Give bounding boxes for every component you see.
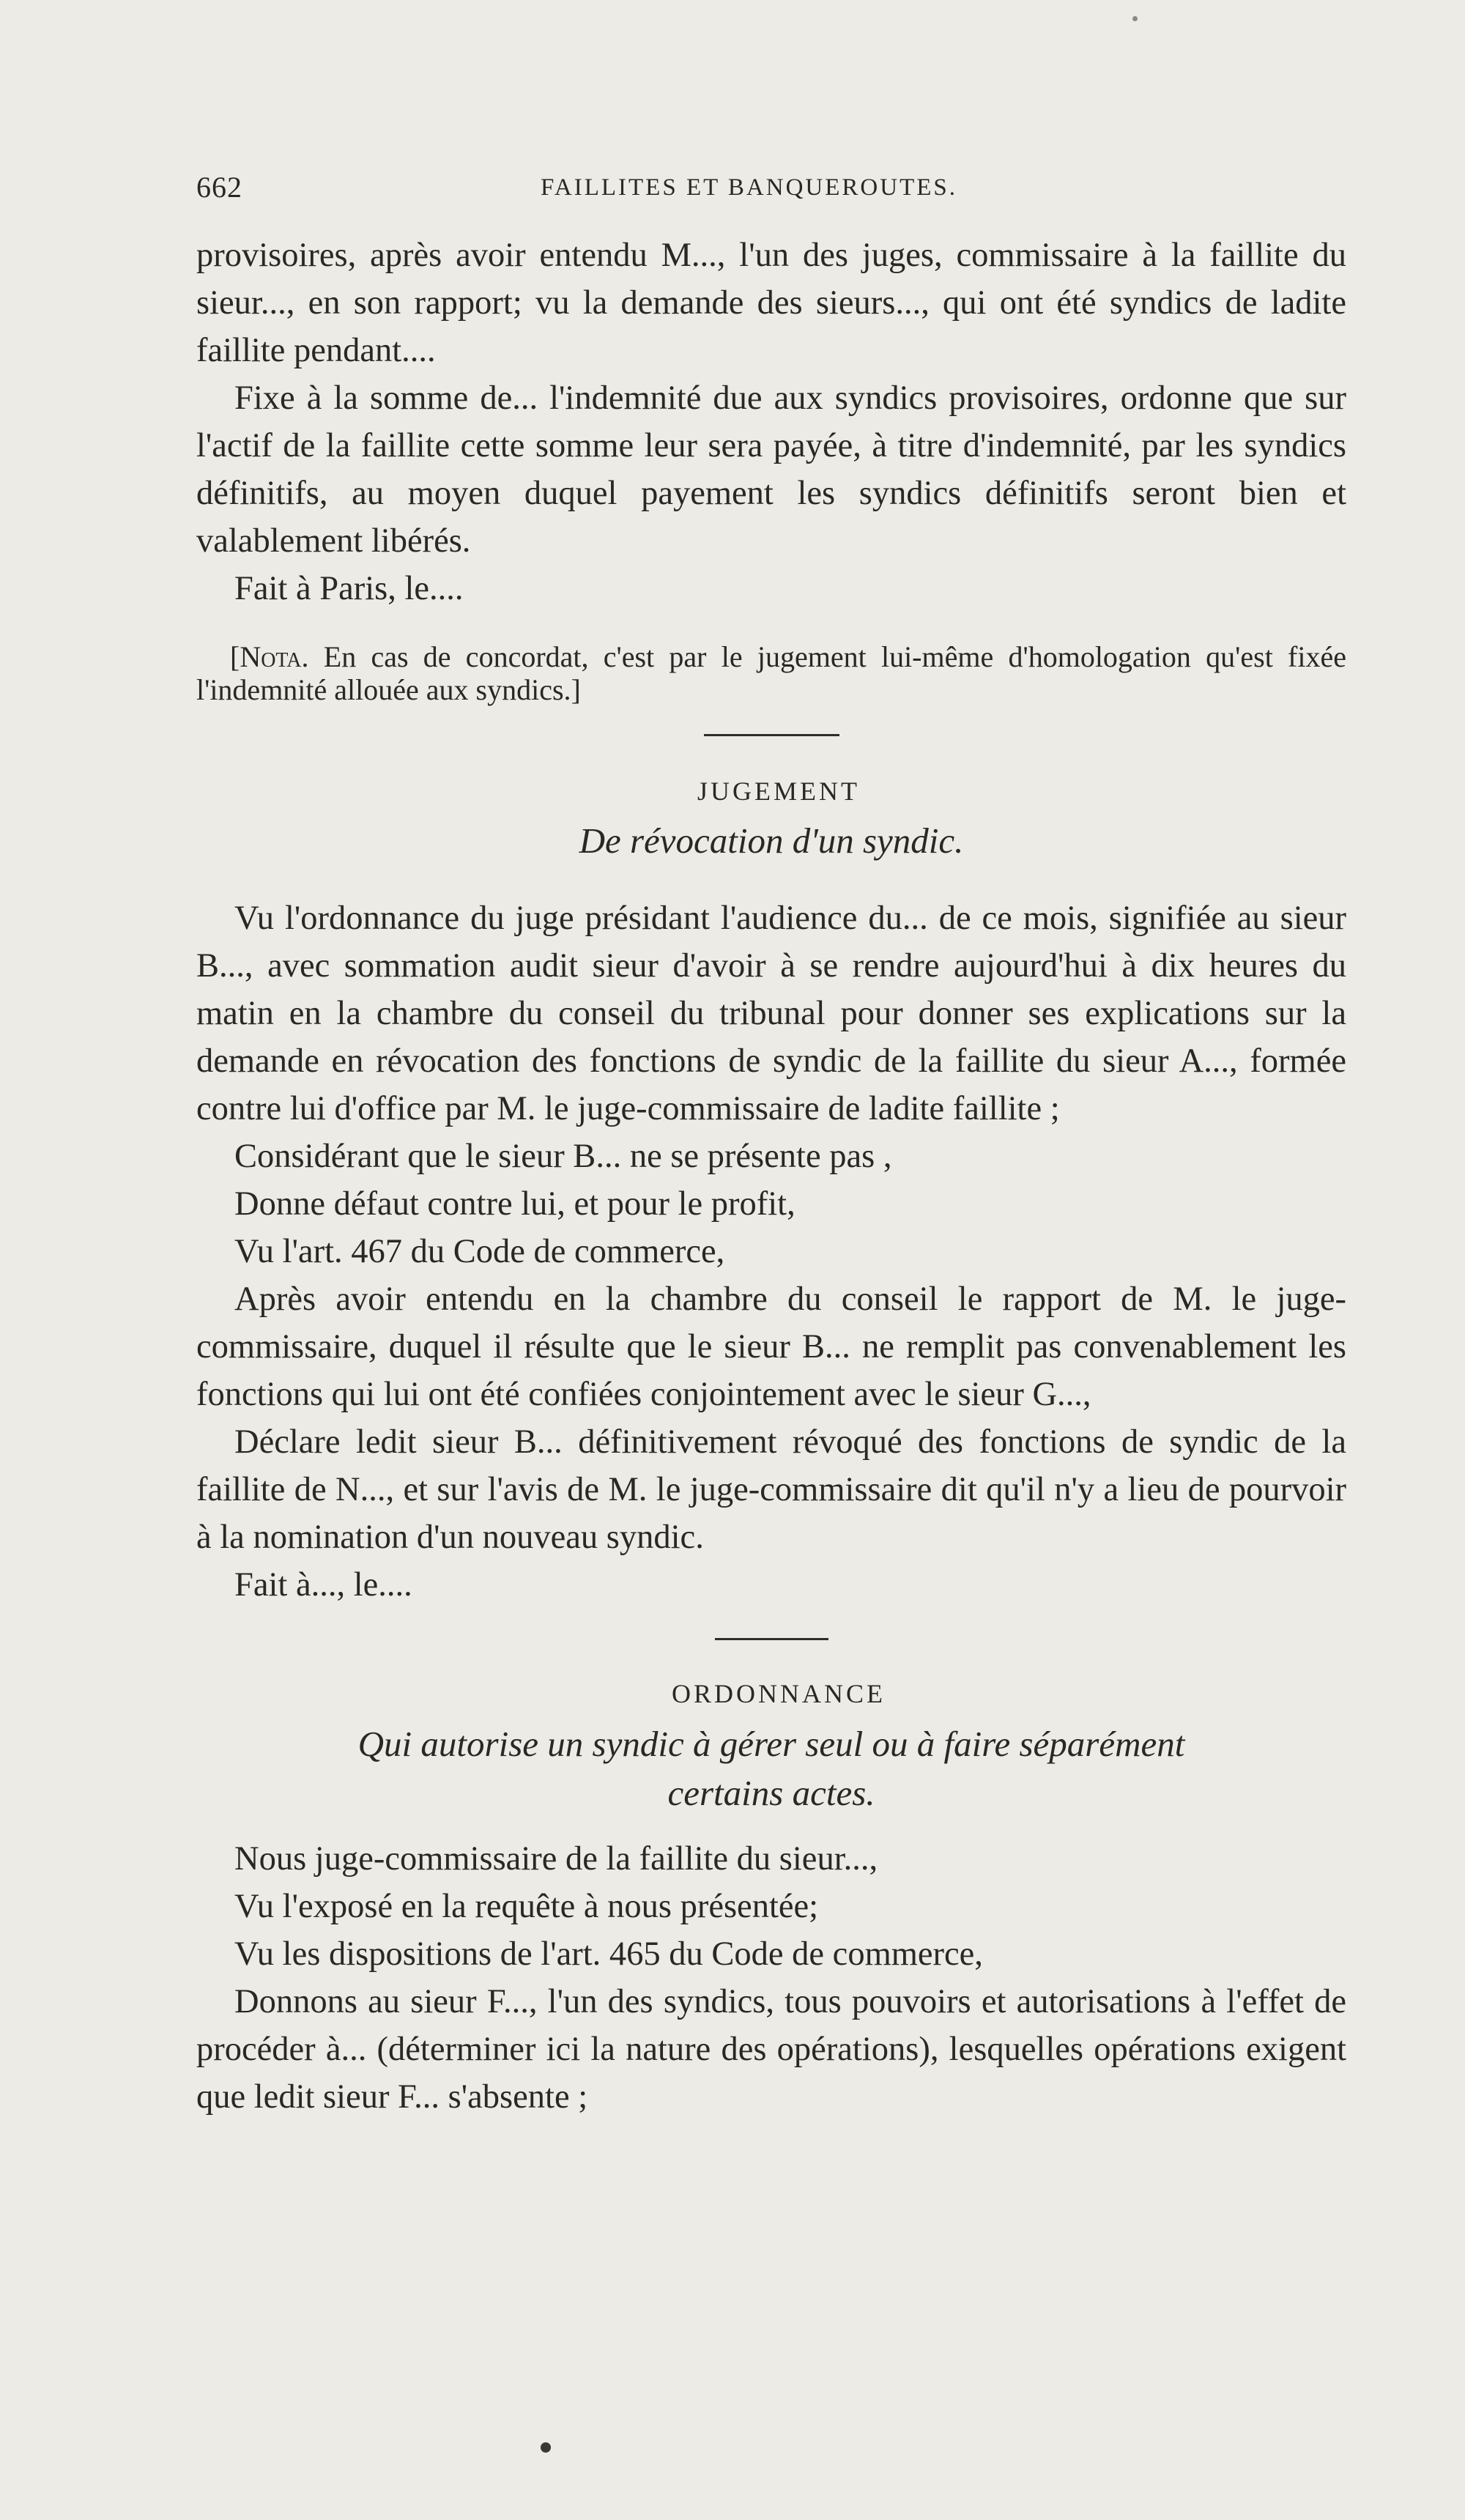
jugement-paragraph: Considérant que le sieur B... ne se présente pas , (234, 1138, 892, 1175)
section-divider (704, 734, 839, 736)
ordonnance-heading: ORDONNANCE (672, 1679, 886, 1708)
jugement-paragraph: Après avoir entendu en la chambre du conseil le rapport de M. le juge-commissaire, duquel il résulte que le sieur B... ne remplit pas convenablement les fonctions qui lui ont été confiées conjointement avec le sieur G..., (196, 1281, 1346, 1413)
ink-speck (1132, 16, 1138, 21)
nota-label: Nota. (240, 640, 309, 673)
page-body (196, 231, 1346, 2121)
ordonnance-paragraph: Vu les dispositions de l'art. 465 du Code de commerce, (234, 1935, 983, 1973)
ordonnance-paragraph: Donnons au sieur F..., l'un des syndics, tous pouvoirs et autorisations à l'effet de procéder à... (déterminer ici la nature des opérations), lesquelles opérations exigent que ledit sieur F... s'absente ; (196, 1983, 1346, 2116)
jugement-subtitle: De révocation d'un syndic. (579, 820, 964, 861)
jugement-paragraph: Déclare ledit sieur B... définitivement révoqué des fonctions de syndic de la faillite de N..., et sur l'avis de M. le juge-commissaire dit qu'il n'y a lieu de pourvoir à la nomination d'un nouveau syndic. (196, 1423, 1346, 1556)
jugement-paragraph: Vu l'art. 467 du Code de commerce, (234, 1233, 725, 1270)
opening-paragraph: provisoires, après avoir entendu M..., l'un des juges, commissaire à la faillite du sieur..., en son rapport; vu la demande des sieurs..., qui ont été syndics de ladite faillite pendant.... (196, 237, 1346, 369)
ordonnance-subtitle-line-1: Qui autorise un syndic à gérer seul ou à faire séparément (357, 1724, 1185, 1764)
ordonnance-subtitle (196, 1719, 1346, 1817)
page-number: 662 (196, 171, 242, 204)
ordonnance-paragraph: Vu l'exposé en la requête à nous présentée; (234, 1888, 819, 1925)
jugement-heading: JUGEMENT (697, 777, 860, 806)
page-header (196, 170, 1368, 214)
ordonnance-paragraph: Nous juge-commissaire de la faillite du sieur..., (234, 1840, 878, 1878)
indemnity-paragraph: Fixe à la somme de... l'indemnité due aux syndics provisoires, ordonne que sur l'actif de la faillite cette somme leur sera payée, à titre d'indemnité, par les syndics définitifs, au moyen duquel payement les syndics définitifs seront bien et valablement libérés. (196, 379, 1346, 560)
nota-note (196, 640, 1346, 706)
opening-signoff: Fait à Paris, le.... (234, 570, 464, 607)
section-divider (715, 1638, 828, 1640)
ordonnance-subtitle-line-2: certains actes. (667, 1773, 875, 1813)
ink-speck (541, 2442, 551, 2453)
jugement-paragraph: Donne défaut contre lui, et pour le profit, (234, 1185, 795, 1223)
running-title: FAILLITES ET BANQUEROUTES. (541, 174, 958, 201)
jugement-signoff: Fait à..., le.... (234, 1566, 412, 1604)
nota-text: En cas de concordat, c'est par le jugement lui-même d'homologation qu'est fixée l'indemnité allouée aux syndics.] (196, 640, 1346, 706)
jugement-paragraph: Vu l'ordonnance du juge présidant l'audience du... de ce mois, signifiée au sieur B..., avec sommation audit sieur d'avoir à se rendre aujourd'hui à dix heures du matin en la chambre du conseil du tribunal pour donner ses explications sur la demande en révocation des fonctions de syndic de la faillite du sieur A..., formée contre lui d'office par M. le juge-commissaire de ladite faillite ; (196, 900, 1346, 1127)
nota-bracket: [ (230, 640, 240, 673)
